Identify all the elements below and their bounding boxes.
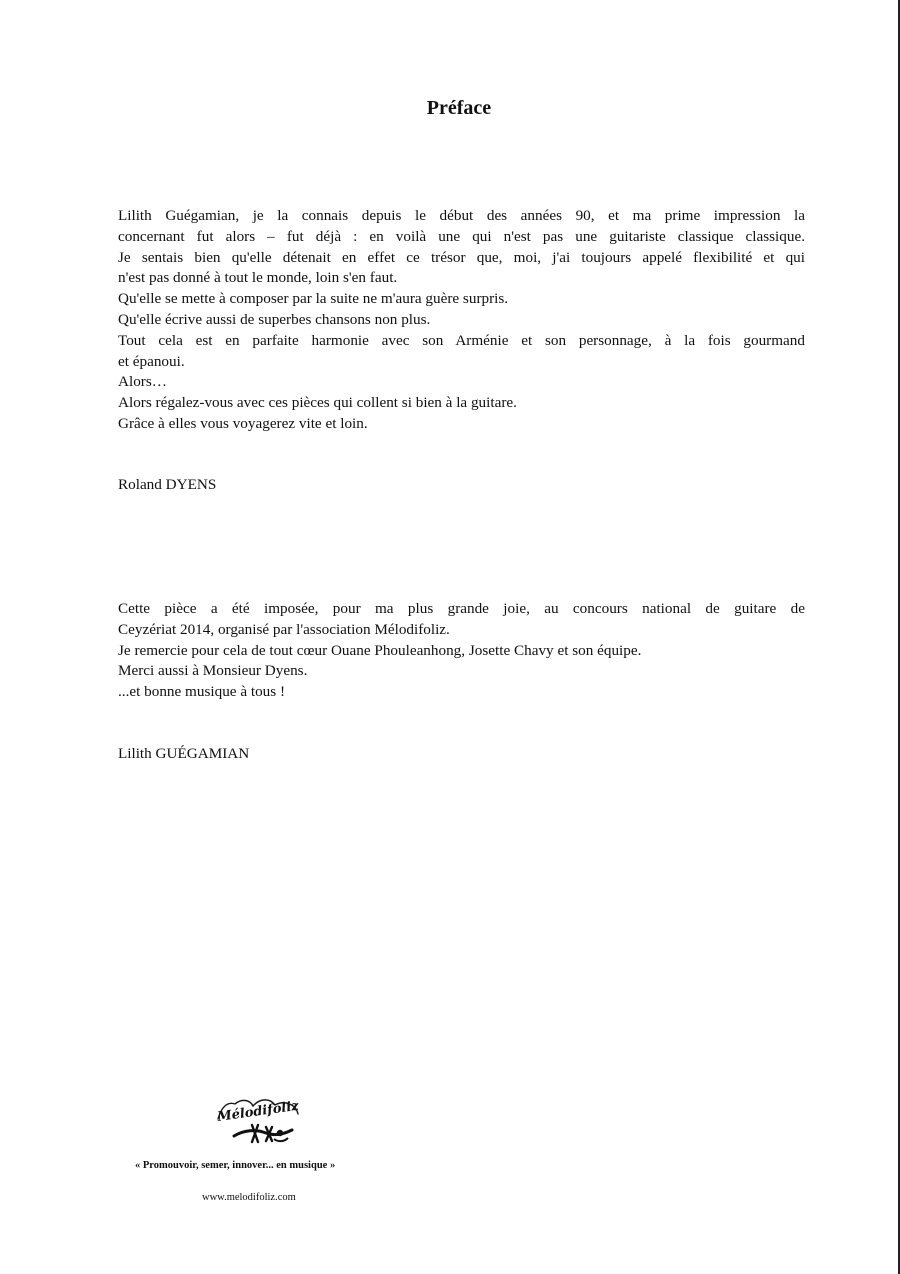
dedication-line: ...et bonne musique à tous ! bbox=[118, 683, 286, 701]
footer-website: www.melodifoliz.com bbox=[202, 1192, 296, 1203]
preface-line: Je sentais bien qu'elle détenait en effet ce trésor que, moi, j'ai toujours appelé flexibilité et qui bbox=[118, 248, 805, 266]
preface-line: Qu'elle écrive aussi de superbes chansons non plus. bbox=[118, 310, 431, 328]
dedication-line: Cette pièce a été imposée, pour ma plus grande joie, au concours national de guitare de bbox=[118, 600, 805, 617]
dedication-text bbox=[118, 599, 805, 703]
preface-line: Tout cela est en parfaite harmonie avec son Arménie et son personnage, à la fois gourmand bbox=[118, 331, 805, 349]
signature-lilith-guegamian: Lilith GUÉGAMIAN bbox=[118, 745, 250, 762]
preface-text bbox=[118, 206, 805, 435]
preface-line: Alors régalez-vous avec ces pièces qui collent si bien à la guitare. bbox=[118, 394, 517, 412]
dedication-line: Ceyzériat 2014, organisé par l'association Mélodifoliz. bbox=[118, 620, 450, 638]
signature-roland-dyens: Roland DYENS bbox=[118, 476, 217, 493]
dedication-line: Je remercie pour cela de tout cœur Ouane Phouleanhong, Josette Chavy et son équipe. bbox=[118, 641, 642, 659]
preface-line: Alors… bbox=[118, 373, 167, 391]
preface-line: n'est pas donné à tout le monde, loin s'en faut. bbox=[118, 269, 398, 287]
preface-line: Grâce à elles vous voyagerez vite et loin. bbox=[118, 414, 368, 432]
preface-line: Lilith Guégamian, je la connais depuis le début des années 90, et ma prime impression la bbox=[118, 207, 805, 224]
preface-line: Qu'elle se mette à composer par la suite ne m'aura guère surpris. bbox=[118, 290, 509, 308]
melodifoliz-logo bbox=[212, 1090, 307, 1148]
logo-wordmark: Mélodifoliz bbox=[216, 1098, 300, 1125]
preface-line: et épanoui. bbox=[118, 352, 185, 370]
preface-line: concernant fut alors – fut déjà : en voilà une qui n'est pas une guitariste classique classique. bbox=[118, 227, 805, 245]
dedication-line: Merci aussi à Monsieur Dyens. bbox=[118, 662, 308, 680]
page-title: Préface bbox=[426, 97, 492, 119]
footer-tagline: « Promouvoir, semer, innover... en musique » bbox=[135, 1160, 336, 1171]
